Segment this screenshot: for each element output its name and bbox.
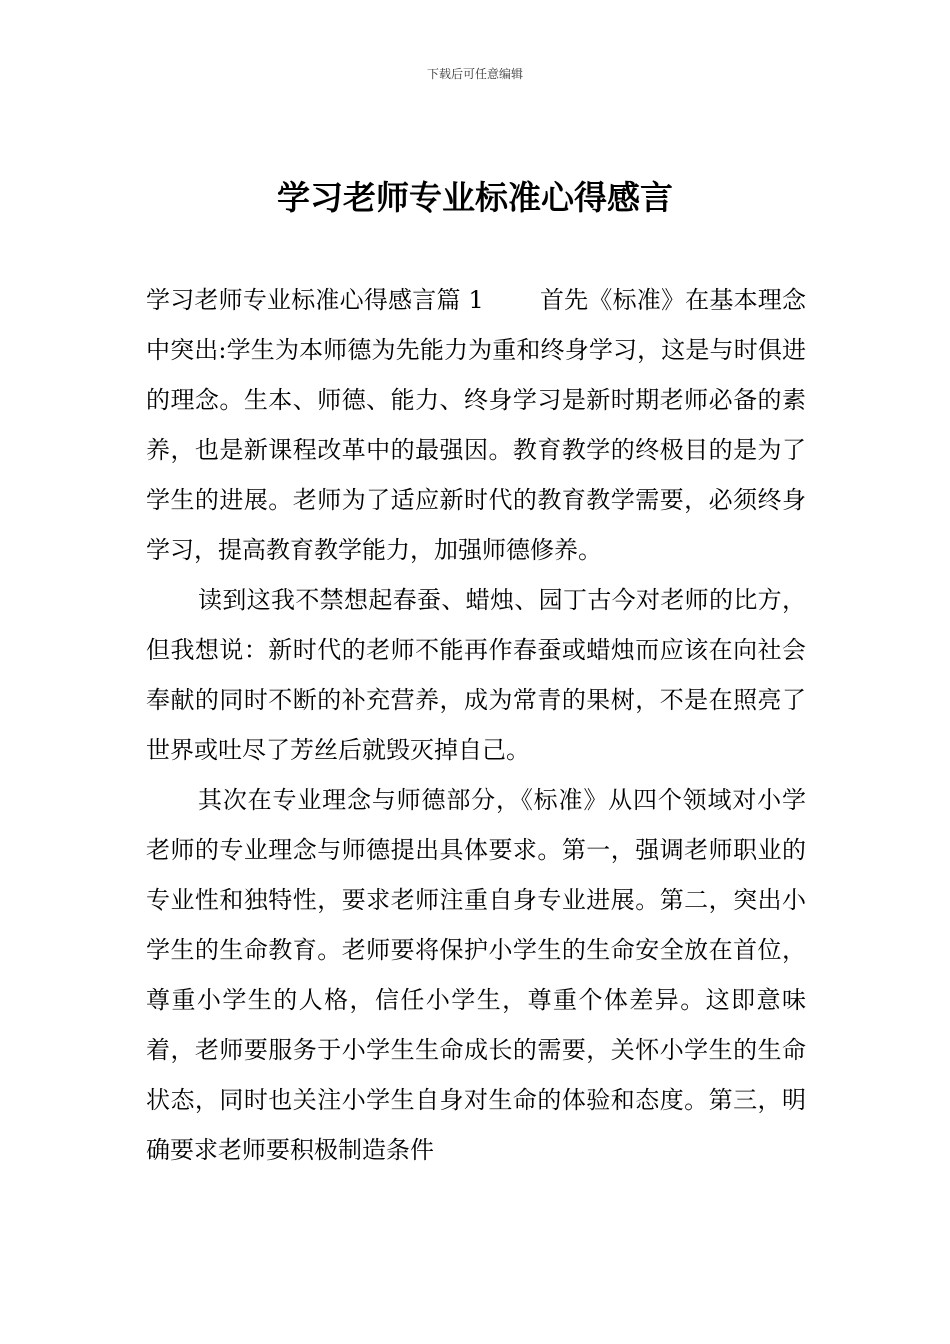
document-body — [146, 275, 806, 1175]
paragraph-3: 其次在专业理念与师德部分，《标准》从四个领域对小学老师的专业理念与师德提出具体要求。第一，强调老师职业的专业性和独特性，要求老师注重自身专业进展。第二，突出小学生的生命教育。老师要将保护小学生的生命安全放在首位，尊重小学生的人格，信任小学生，尊重个体差异。这即意味着，老师要服务于小学生生命成长的需要，关怀小学生的生命状态，同时也关注小学生自身对生命的体验和态度。第三，明确要求老师要积极制造条件 — [146, 786, 806, 1164]
section-heading: 学习老师专业标准心得感言篇 1 — [146, 286, 484, 314]
paragraph-2: 读到这我不禁想起春蚕、蜡烛、园丁古今对老师的比方，但我想说：新时代的老师不能再作春蚕或蜡烛而应该在向社会奉献的同时不断的补充营养，成为常青的果树，不是在照亮了世界或吐尽了芳丝后就毁灭掉自己。 — [146, 586, 806, 764]
document-title: 学习老师专业标准心得感言 — [277, 178, 673, 217]
paragraph-1 — [146, 275, 806, 575]
paragraph-1-text: 首先《标准》在基本理念中突出:学生为本师德为先能力为重和终身学习，这是与时俱进的理念。生本、师德、能力、终身学习是新时期老师必备的素养，也是新课程改革中的最强因。教育教学的终极目的是为了学生的进展。老师为了适应新时代的教育教学需要，必须终身学习，提高教育教学能力，加强师德修养。 — [146, 286, 806, 564]
header-note: 下载后可任意编辑 — [426, 67, 523, 81]
